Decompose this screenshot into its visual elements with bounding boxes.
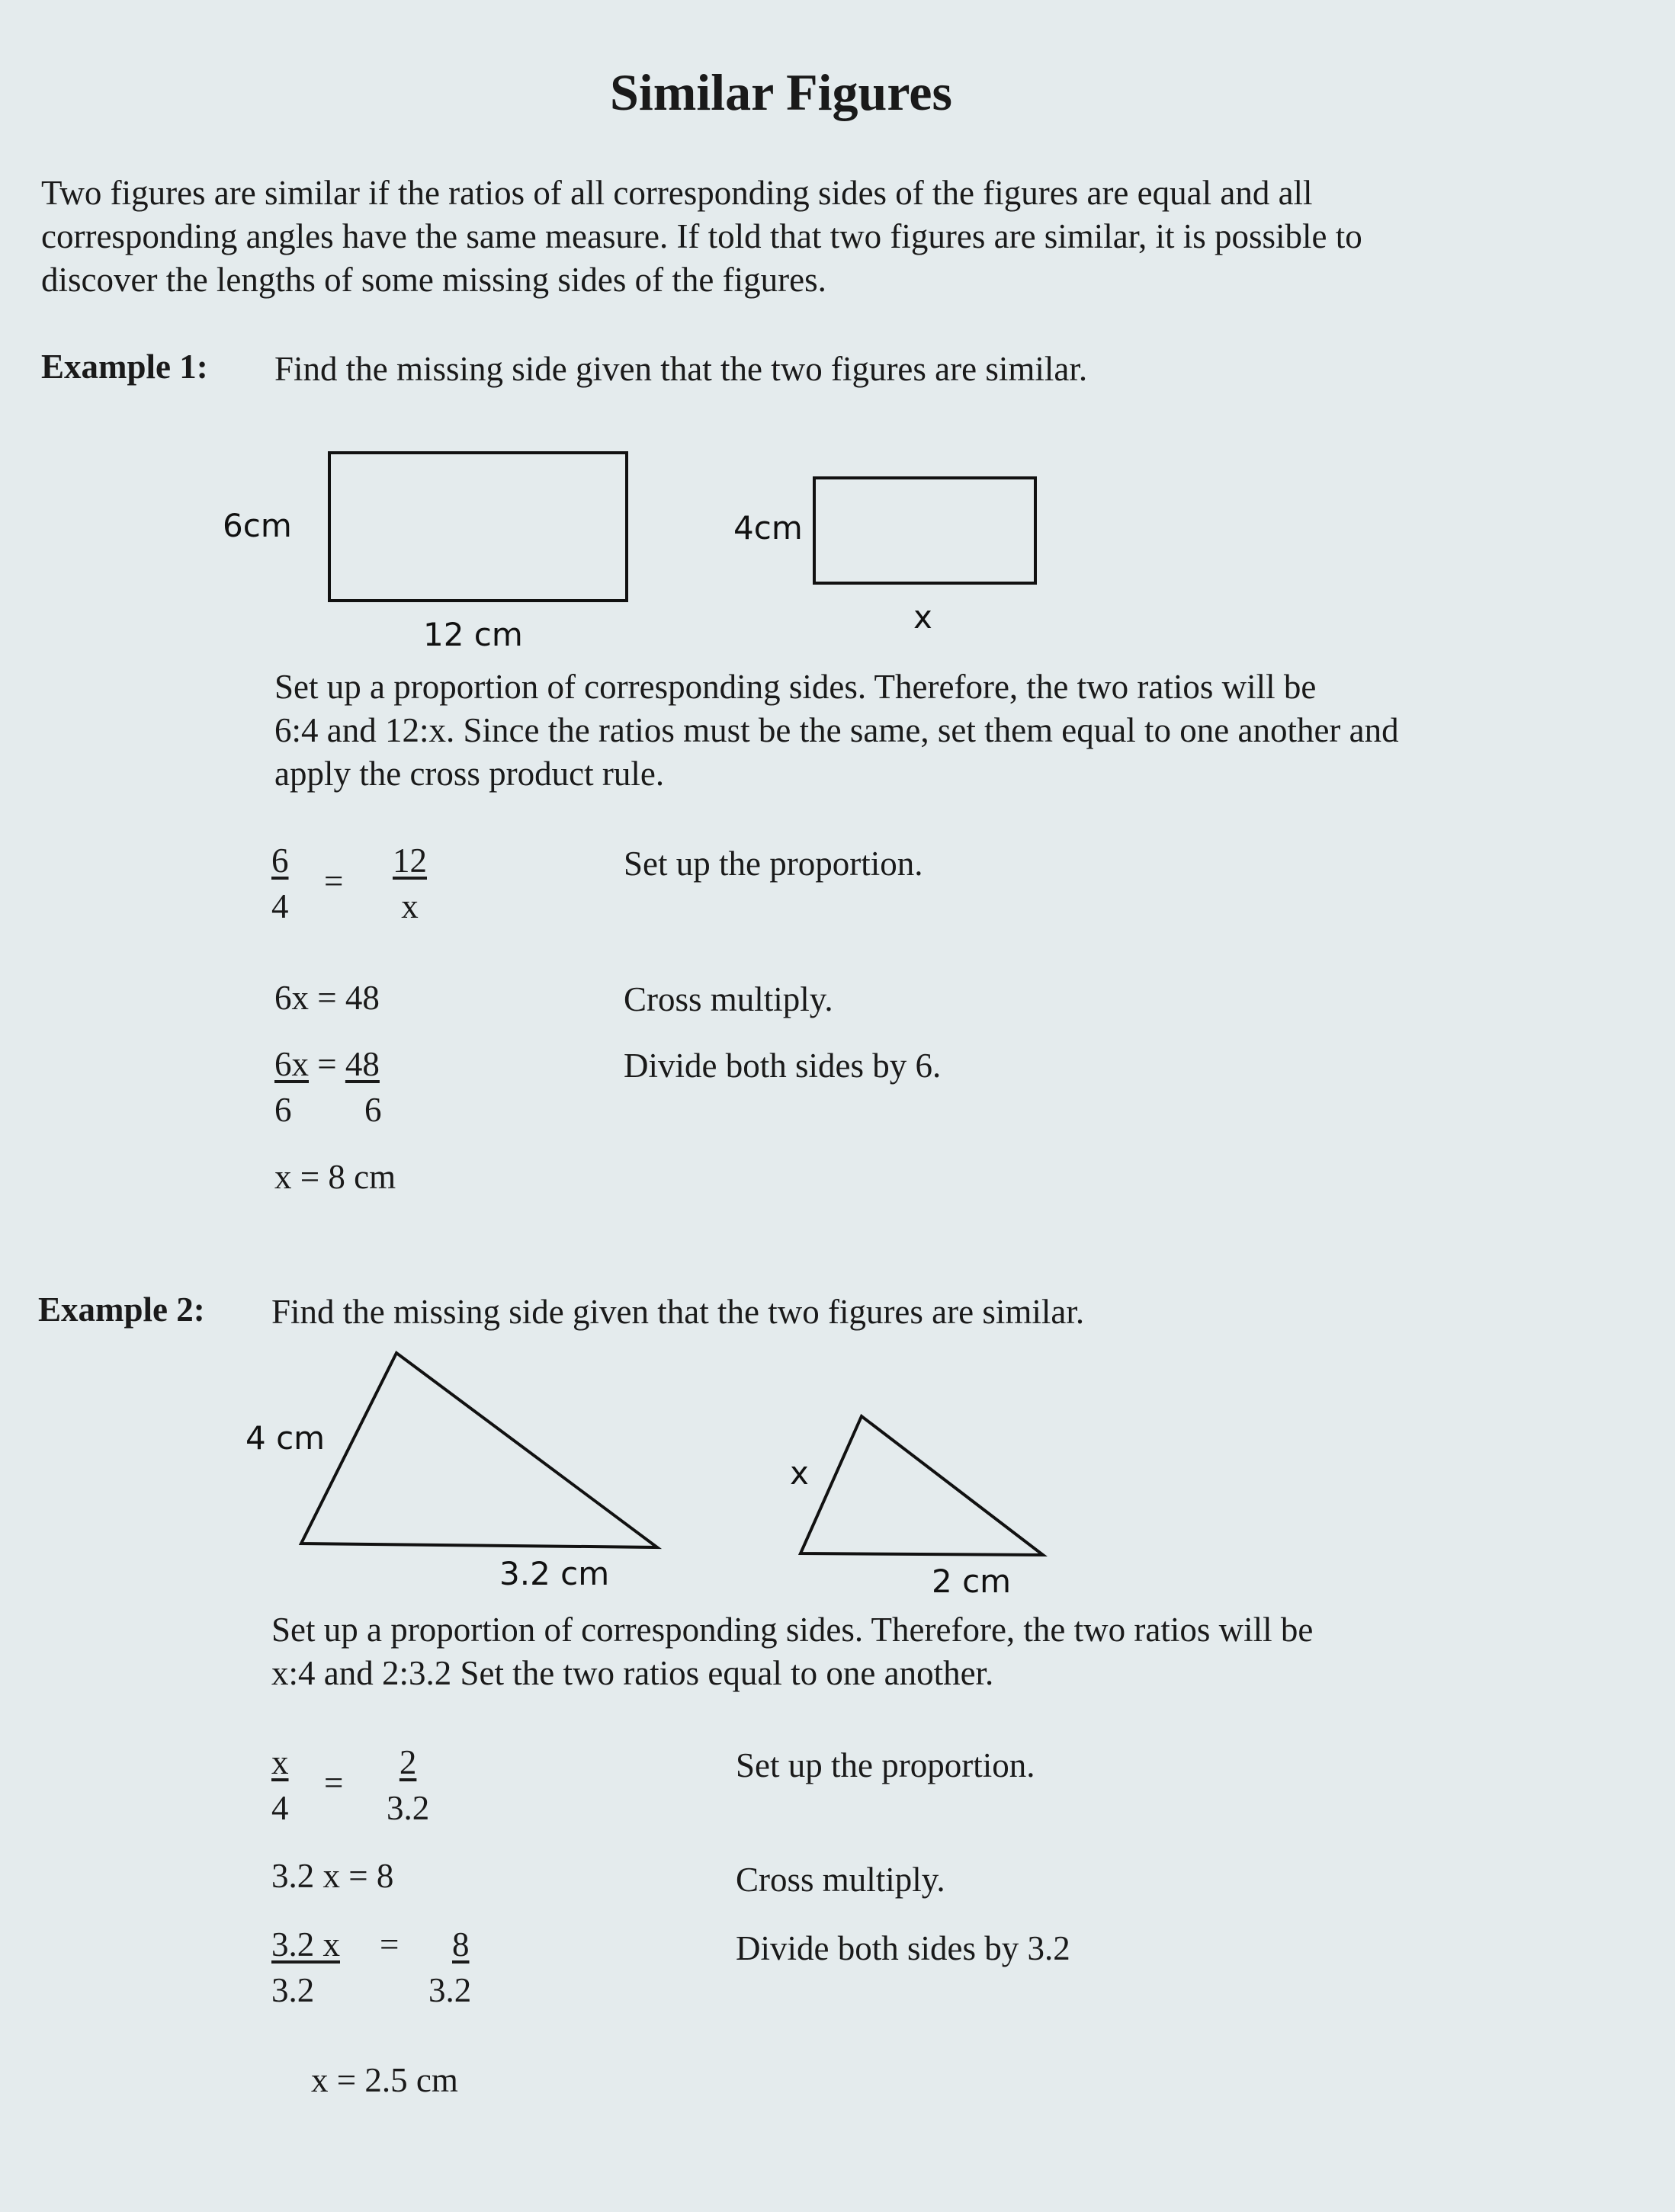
- fraction-numerator: x: [271, 1743, 289, 1781]
- divide-right-numerator: 8: [452, 1925, 470, 1964]
- fraction-numerator: 2: [399, 1743, 417, 1781]
- explanation-line: 6:4 and 12:x. Since the ratios must be the same, set them equal to one another and: [274, 711, 1399, 749]
- ex2-divide-equals: =: [380, 1925, 399, 1964]
- fraction-numerator: 6: [271, 842, 289, 880]
- ex1-divide-right-den: 6: [364, 1091, 382, 1129]
- intro-line: discover the lengths of some missing sides of the figures.: [41, 261, 826, 299]
- ex2-answer: x = 2.5 cm: [311, 2061, 458, 2099]
- ex1-answer: x = 8 cm: [274, 1158, 396, 1196]
- fraction-denominator: 3.2: [387, 1789, 430, 1827]
- ex2-divide-right-num: [431, 1925, 479, 1964]
- example1-explanation: [274, 665, 1399, 796]
- example2-prompt: Find the missing side given that the two figures are similar.: [271, 1293, 1085, 1331]
- example2-small-triangle: [801, 1416, 1043, 1555]
- ex2-prop-equals: =: [324, 1764, 344, 1802]
- ex1-divide-note: Divide both sides by 6.: [624, 1047, 942, 1085]
- divide-left-numerator: 6x: [274, 1045, 309, 1083]
- ex1-large-bottom-label: 12 cm: [423, 616, 523, 653]
- example1-large-rectangle: [329, 453, 627, 601]
- ex2-small-bottom-label: 2 cm: [932, 1563, 1012, 1600]
- ex1-divide-left-den: 6: [274, 1091, 292, 1129]
- ex2-large-side-label: 4 cm: [245, 1419, 326, 1457]
- ex1-small-bottom-label: x: [913, 598, 932, 636]
- ex2-prop-note: Set up the proportion.: [736, 1746, 1035, 1784]
- ex2-prop-right-fraction: [387, 1742, 429, 1828]
- explanation-line: Set up a proportion of corresponding sides. Therefore, the two ratios will be: [274, 668, 1317, 706]
- example2-label: Example 2:: [38, 1290, 205, 1329]
- ex1-small-side-label: 4cm: [733, 509, 803, 547]
- fraction-denominator: 4: [271, 887, 289, 925]
- ex1-cross-note: Cross multiply.: [624, 980, 833, 1018]
- ex1-large-side-label: 6cm: [223, 507, 292, 544]
- example1-prompt: Find the missing side given that the two figures are similar.: [274, 350, 1088, 388]
- ex1-prop-right-fraction: [393, 841, 427, 926]
- example1-label: Example 1:: [41, 348, 208, 386]
- example2-large-triangle: [301, 1353, 657, 1547]
- ex1-prop-note: Set up the proportion.: [624, 845, 923, 883]
- example2-explanation: [271, 1608, 1313, 1695]
- intro-line: corresponding angles have the same measure. If told that two figures are similar, it is possible to: [41, 217, 1362, 255]
- divide-left-numerator: 3.2 x: [271, 1925, 340, 1964]
- explanation-line: apply the cross product rule.: [274, 755, 665, 793]
- fraction-numerator: 12: [393, 842, 427, 880]
- page-title: Similar Figures: [610, 63, 952, 121]
- ex2-large-bottom-label: 3.2 cm: [499, 1555, 610, 1592]
- ex2-divide-left-den: 3.2: [271, 1971, 315, 2009]
- explanation-line: Set up a proportion of corresponding sides. Therefore, the two ratios will be: [271, 1611, 1314, 1649]
- ex1-prop-equals: =: [324, 862, 344, 900]
- fraction-denominator: x: [401, 887, 419, 925]
- fraction-denominator: 4: [271, 1789, 289, 1827]
- ex2-cross-note: Cross multiply.: [736, 1861, 945, 1899]
- ex2-prop-left-fraction: [271, 1742, 289, 1828]
- ex2-cross-step: 3.2 x = 8: [271, 1857, 394, 1895]
- ex2-divide-note: Divide both sides by 3.2: [736, 1929, 1070, 1967]
- explanation-line: x:4 and 2:3.2 Set the two ratios equal to one another.: [271, 1654, 994, 1692]
- divide-equals: =: [317, 1045, 337, 1083]
- ex1-cross-step: 6x = 48: [274, 979, 380, 1017]
- ex2-small-side-label: x: [790, 1454, 809, 1492]
- intro-line: Two figures are similar if the ratios of all corresponding sides of the figures are equal and all: [41, 174, 1313, 212]
- ex1-prop-left-fraction: [271, 841, 289, 926]
- divide-right-numerator: 48: [345, 1045, 380, 1083]
- example1-small-rectangle: [814, 478, 1035, 583]
- ex2-divide-left-num: [271, 1925, 340, 1964]
- ex1-divide-numerators: [274, 1044, 380, 1084]
- ex2-divide-right-den: 3.2: [428, 1971, 472, 2009]
